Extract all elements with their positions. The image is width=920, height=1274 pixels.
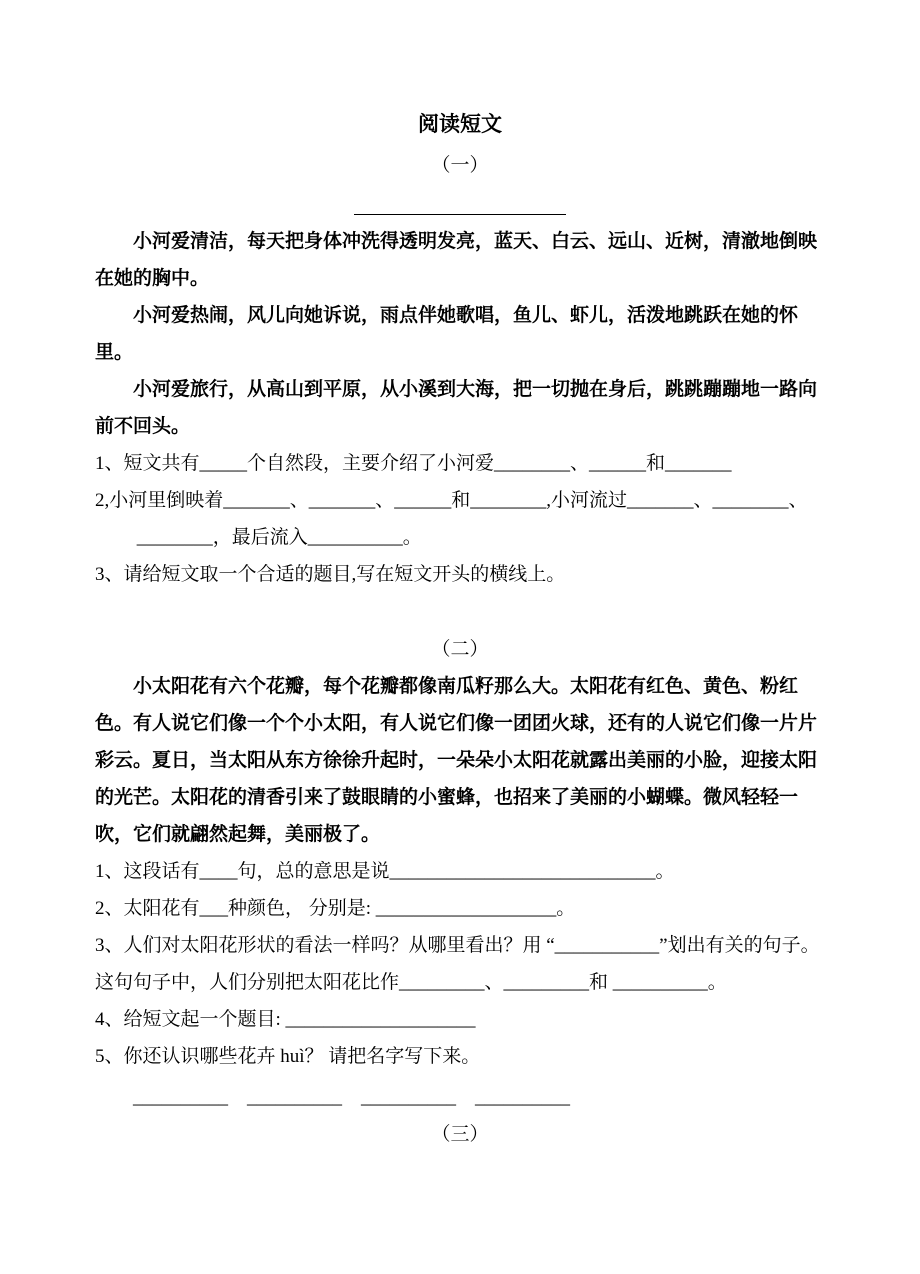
passage-paragraph: 小太阳花有六个花瓣，每个花瓣都像南瓜籽那么大。太阳花有红色、黄色、粉红色。有人说它们像一个个小太阳，有人说它们像一团团火球，还有的人说它们像一片片彩云。夏日，当太阳从东方徐徐升起时，一朵朵小太阳花就露出美丽的小脸，迎接太阳的光芒。太阳花的清香引来了鼓眼睛的小蜜蜂，也招来了美丽的小蝴蝶。微风轻轻一吹，它们就翩然起舞，美丽极了。 (95, 676, 818, 845)
section-3-label: （三） (431, 1124, 489, 1145)
question-line: 5、你还认识哪些花卉 huì？ 请把名字写下来。 (95, 1046, 481, 1067)
question-line: 1、短文共有_____个自然段，主要介绍了小河爱________、______和_______ (95, 453, 732, 474)
answer-blanks-row: __________ __________ __________ __________ (133, 1087, 571, 1108)
question-line: 4、给短文起一个题目: ____________________ (95, 1009, 476, 1030)
passage-paragraph: 小河爱热闹，风儿向她诉说，雨点伴她歌唱，鱼儿、虾儿，活泼地跳跃在她的怀里。 (95, 305, 799, 363)
passage-paragraph: 小河爱清洁，每天把身体冲洗得透明发亮，蓝天、白云、远山、近树，清澈地倒映在她的胸中。 (95, 231, 818, 289)
question-line: 3、人们对太阳花形状的看法一样吗？从哪里看出？用 “___________”划出有关的句子。这句句子中，人们分别把太阳花比作_________、_________和 __________。 (95, 935, 820, 993)
question-line: 1、这段话有____句，总的意思是说____________________________。 (95, 861, 675, 882)
page-title: 阅读短文 (418, 112, 502, 136)
section-2-label: （二） (431, 639, 489, 660)
question-line: 2、太阳花有___种颜色， 分别是: ___________________。 (95, 898, 576, 919)
section-1-label: （一） (431, 155, 489, 176)
title-blank-rule (354, 198, 566, 215)
question-line: 3、请给短文取一个合适的题目,写在短文开头的横线上。 (95, 564, 566, 585)
question-line: 2,小河里倒映着_______、_______、______和________,小河流过_______、________、________，最后流入__________。 (95, 490, 808, 548)
passage-paragraph: 小河爱旅行，从高山到平原，从小溪到大海，把一切抛在身后，跳跳蹦蹦地一路向前不回头。 (95, 379, 818, 437)
